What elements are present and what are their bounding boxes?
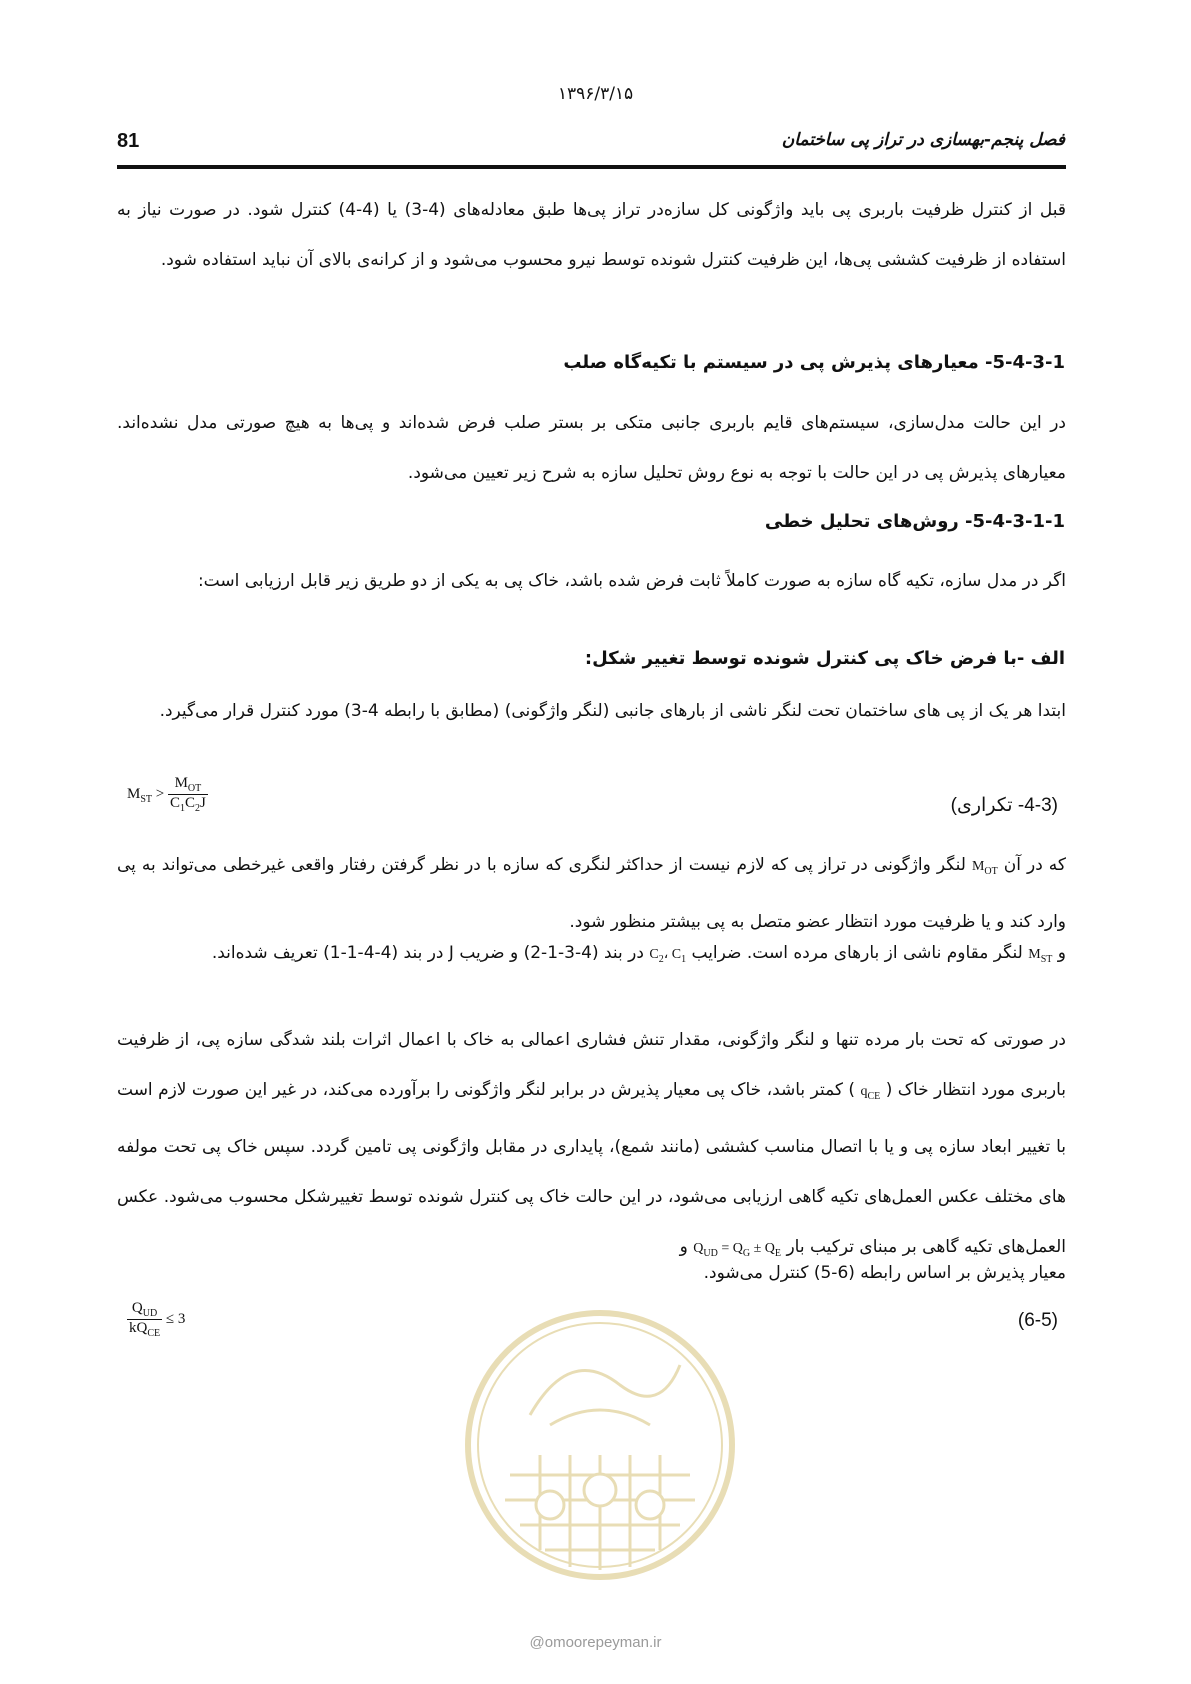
paragraph-rigid-support: در این حالت مدل‌سازی، سیستم‌های قایم باربری جانبی متکی بر بستر صلب فرض شده‌اند و پی‌ها به هیچ صورتی مدل نشده‌اند. معیارهای پذیرش پی در این حالت با توجه به نوع روش تحلیل سازه به شرح زیر تعیین می‌شود.: [117, 413, 1066, 483]
eq1-lhs: $M_{ST}$: [127, 785, 153, 805]
paragraph-mst-definition: و $M_{ST}$ لنگر مقاوم ناشی از بارهای مرده است. ضرایب $C_2،$ $C_1$ در بند (4-3-1-2) و ضریب J در بند (4-4-1-1) تعریف شده‌اند.: [211, 943, 1066, 965]
header-rule: [117, 165, 1066, 169]
symbol-mst: $M_{ST}$: [1028, 947, 1053, 965]
paragraph-fixed-support: اگر در مدل سازه، تکیه گاه سازه به صورت کاملاً ثابت فرض شده باشد، خاک پی به یکی از دو طریق زیر قابل ارزیابی است:: [197, 571, 1066, 591]
eq1-operator: >: [152, 785, 168, 802]
document-date: ۱۳۹۶/۳/۱۵: [557, 84, 634, 104]
equation-overturning: [127, 775, 208, 814]
equation-acceptance: [127, 1300, 185, 1339]
symbol-c2-c1: $C_2،$ $C_1$: [649, 947, 687, 965]
eq2-operator: ≤ 3: [162, 1310, 186, 1327]
paragraph-bearing-capacity: در صورتی که تحت بار مرده تنها و لنگر واژگونی، مقدار تنش فشاری اعمالی به خاک با اعمال اثرات بلند شدگی سازه پی، از ظرفیت باربری مورد انتظار خاک ( $q_{CE}$ ) کمتر باشد، خاک پی معیار پذیرش در برابر لنگر واژگونی را برآورده می‌کند، در غیر این صورت لازم است با تغییر ابعاد سازه پی و یا با اتصال مناسب کششی (مانند شمع)، پایداری در مقابل واژگونی پی تامین گردد. سپس خاک پی تحت مولفه های مختلف عکس العمل‌های تکیه گاهی ارزیابی می‌شود، در این حالت خاک پی کنترل شونده توسط تغییرشکل محسوب می‌شود. عکس العمل‌های تکیه گاهی بر مبنای ترکیب بار $Q_{UD} = Q_G \pm Q_E$ و: [117, 1030, 1067, 1259]
equation-label-6-5: (6-5): [1017, 1310, 1058, 1331]
eq2-fraction: $\frac{Q_{UD}}{kQ_{CE}}$: [129, 1300, 161, 1339]
eq1-fraction: $\frac{M_{OT}}{C_1C_2J}$: [169, 775, 206, 814]
paragraph-overturning: ابتدا هر یک از پی های ساختمان تحت لنگر ناشی از بارهای جانبی (لنگر واژگونی) (مطابق با رابطه 4-3) مورد کنترل قرار می‌گیرد.: [159, 701, 1066, 721]
paragraph-mot-definition: که در آن $M_{OT}$ لنگر واژگونی در تراز پی که لازم نیست از حداکثر لنگری که سازه با در نظر گرفتن رفتار واقعی غیرخطی می‌تواند به پی وارد کند و یا ظرفیت مورد انتظار عضو متصل به پی بیشتر منظور شود.: [117, 855, 1067, 932]
subsection-heading-deformation: الف -با فرض خاک پی کنترل شونده توسط تغییر شکل:: [584, 648, 1065, 669]
paragraph-acceptance-criteria: معیار پذیرش بر اساس رابطه (6-5) کنترل می‌شود.: [703, 1263, 1066, 1283]
watermark-site: @omoorepeyman.ir: [529, 1634, 662, 1651]
symbol-mot: $M_{OT}$: [971, 859, 998, 877]
symbol-qud-combination: $Q_{UD} = Q_G \pm Q_E$: [693, 1240, 782, 1259]
watermark-seal-icon: [460, 1305, 740, 1585]
section-heading-rigid-support: 5-4-3-1- معیارهای پذیرش پی در سیستم با تکیه‌گاه صلب: [563, 352, 1065, 373]
equation-label-4-3: (4-3- تکراری): [950, 795, 1058, 816]
chapter-title: فصل پنجم-بهسازی در تراز پی ساختمان: [781, 130, 1065, 150]
paragraph-intro: قبل از کنترل ظرفیت باربری پی باید واژگونی کل سازه‌در تراز پی‌ها طبق معادله‌های (4-3) یا (4-4) کنترل شود. در صورت نیاز به استفاده از ظرفیت کششی پی‌ها، این ظرفیت کنترل شونده توسط نیرو محسوب می‌شود و از کرانه‌ی بالای آن نباید استفاده شود.: [117, 200, 1067, 270]
symbol-qce: $q_{CE}$: [860, 1084, 881, 1102]
section-heading-linear-analysis: 5-4-3-1-1- روش‌های تحلیل خطی: [764, 511, 1065, 532]
page-number: 81: [117, 130, 140, 152]
